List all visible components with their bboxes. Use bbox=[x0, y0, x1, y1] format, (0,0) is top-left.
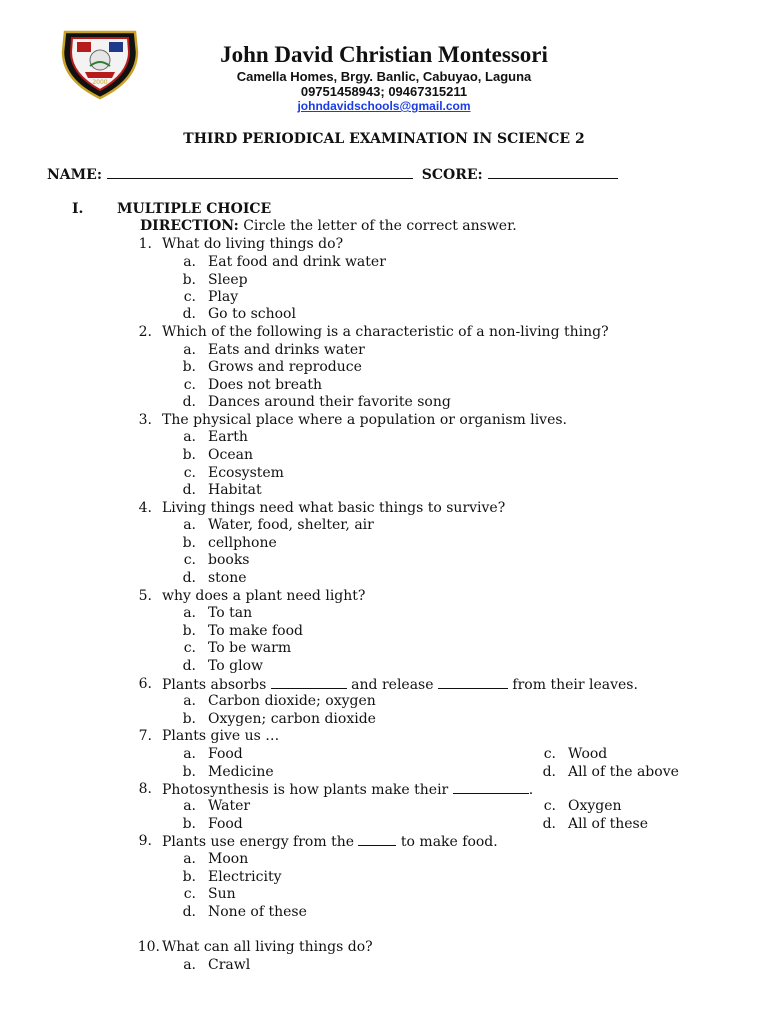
answer-blank[interactable] bbox=[358, 833, 396, 846]
question-number: 8. bbox=[138, 781, 152, 797]
question-number: 10. bbox=[137, 939, 160, 955]
question-number: 2. bbox=[138, 324, 152, 340]
svg-text:2000: 2000 bbox=[92, 79, 108, 86]
direction bbox=[140, 218, 517, 234]
section-title: MULTIPLE CHOICE bbox=[117, 201, 272, 217]
question-text: Plants give us … bbox=[162, 728, 280, 744]
question-text: What do living things do? bbox=[162, 236, 344, 252]
question-text: why does a plant need light? bbox=[162, 588, 366, 604]
answer-blank[interactable] bbox=[453, 781, 529, 794]
exam-title: THIRD PERIODICAL EXAMINATION IN SCIENCE 2 bbox=[183, 131, 585, 147]
question-number: 5. bbox=[138, 588, 152, 604]
school-phones: 09751458943; 09467315211 bbox=[300, 84, 468, 99]
question-text: Photosynthesis is how plants make their . bbox=[162, 782, 534, 798]
school-email-link[interactable]: johndavidschools@gmail.com bbox=[297, 99, 471, 113]
question-text: Plants use energy from the to make food. bbox=[162, 834, 498, 850]
question-text: The physical place where a population or organism lives. bbox=[162, 412, 568, 428]
question-text: Living things need what basic things to survive? bbox=[162, 500, 506, 516]
name-label: NAME: bbox=[47, 167, 102, 183]
school-name: John David Christian Montessori bbox=[220, 42, 548, 67]
school-logo bbox=[57, 28, 143, 100]
question-number: 4. bbox=[138, 500, 152, 516]
score-field[interactable] bbox=[488, 165, 618, 179]
question-number: 7. bbox=[138, 728, 152, 744]
question-number: 6. bbox=[138, 676, 152, 692]
question-text: Plants absorbs and release from their leaves. bbox=[162, 677, 638, 693]
direction-label: DIRECTION: bbox=[140, 218, 239, 234]
question-text: Which of the following is a characteristic of a non-living thing? bbox=[162, 324, 609, 340]
answer-blank[interactable] bbox=[438, 676, 508, 689]
question-number: 1. bbox=[138, 236, 152, 252]
score-label: SCORE: bbox=[421, 167, 483, 183]
school-address: Camella Homes, Brgy. Banlic, Cabuyao, Laguna bbox=[236, 69, 532, 84]
direction-text: Circle the letter of the correct answer. bbox=[238, 218, 517, 234]
name-score-line bbox=[47, 165, 618, 183]
question-number: 9. bbox=[138, 833, 152, 849]
question-number: 3. bbox=[138, 412, 152, 428]
answer-blank[interactable] bbox=[271, 676, 347, 689]
question-text: What can all living things do? bbox=[162, 939, 373, 955]
name-field[interactable] bbox=[107, 165, 413, 179]
section-number: I. bbox=[72, 201, 84, 217]
